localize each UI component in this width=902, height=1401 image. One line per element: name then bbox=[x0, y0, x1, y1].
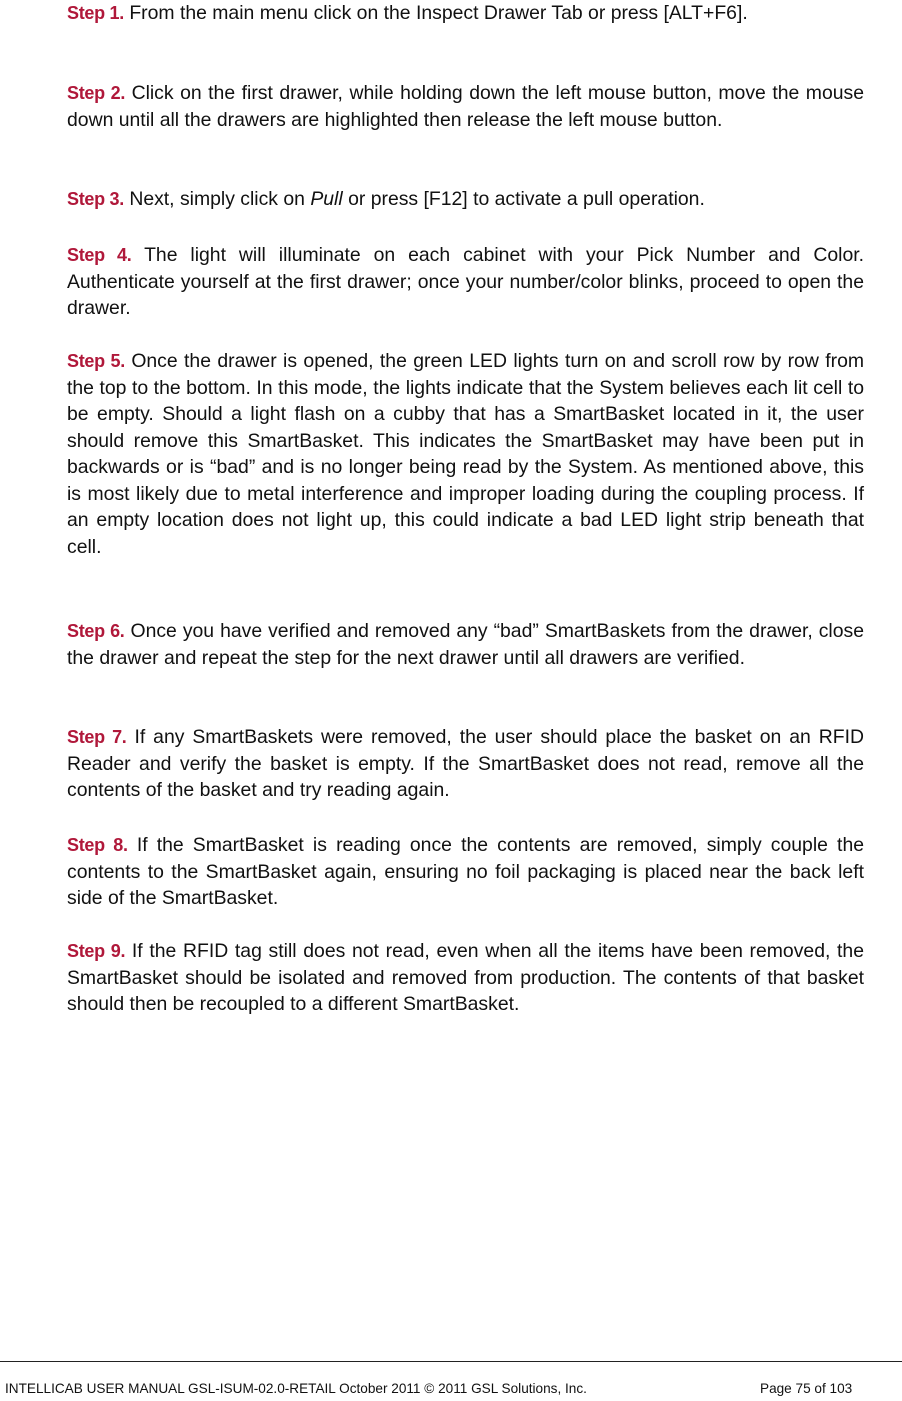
step-3 bbox=[67, 186, 864, 213]
step-3-label: Step 3. bbox=[67, 189, 124, 209]
step-7-label: Step 7. bbox=[67, 727, 127, 747]
step-9 bbox=[67, 938, 864, 1018]
step-2-label: Step 2. bbox=[67, 83, 126, 103]
step-5-text: Once the drawer is opened, the green LED lights turn on and scroll row by row from the top to the bottom. In this mode, the lights indicate that the System believes each lit cell to be empty. Should a light flash on a cubby that has a SmartBasket located in it, the user should remove this SmartBasket. This indicates the SmartBasket may have been put in backwards or is “bad” and is no longer being read by the System. As mentioned above, this is most likely due to metal interference and improper loading during the coupling process. If an empty location does not light up, this could indicate a bad LED light strip beneath that cell. bbox=[67, 350, 865, 558]
step-8 bbox=[67, 832, 864, 912]
step-1-label: Step 1. bbox=[67, 3, 124, 23]
step-8-text: If the SmartBasket is reading once the contents are removed, simply couple the contents to the SmartBasket again, ensuring no foil packaging is placed near the back left side of the SmartBasket. bbox=[67, 834, 865, 909]
step-3-text-before: Next, simply click on bbox=[129, 188, 305, 210]
footer-document-info: INTELLICAB USER MANUAL GSL-ISUM-02.0-RETAIL October 2011 © 2011 GSL Solutions, Inc. bbox=[5, 1381, 587, 1396]
step-5 bbox=[67, 348, 864, 560]
step-9-label: Step 9. bbox=[67, 941, 126, 961]
step-5-label: Step 5. bbox=[67, 351, 125, 371]
step-4-label: Step 4. bbox=[67, 245, 132, 265]
step-1-text: From the main menu click on the Inspect Drawer Tab or press [ALT+F6]. bbox=[129, 2, 748, 24]
footer-page-number: Page 75 of 103 bbox=[760, 1381, 853, 1396]
step-2-text: Click on the first drawer, while holding down the left mouse button, move the mouse down until all the drawers are highlighted then release the left mouse button. bbox=[67, 82, 864, 131]
footer-divider bbox=[0, 1361, 902, 1362]
step-1 bbox=[67, 0, 864, 27]
step-3-text-after: or press [F12] to activate a pull operation. bbox=[348, 188, 705, 210]
step-7-text: If any SmartBaskets were removed, the user should place the basket on an RFID Reader and verify the basket is empty. If the SmartBasket does not read, remove all the contents of the basket and try reading again. bbox=[67, 726, 864, 801]
step-9-text: If the RFID tag still does not read, even when all the items have been removed, the SmartBasket should be isolated and removed from production. The contents of that basket should then be recoupled to a different SmartBasket. bbox=[67, 940, 864, 1015]
step-6 bbox=[67, 618, 864, 671]
step-8-label: Step 8. bbox=[67, 835, 128, 855]
step-4 bbox=[67, 242, 864, 322]
step-6-label: Step 6. bbox=[67, 621, 125, 641]
step-7 bbox=[67, 724, 864, 804]
step-4-text: The light will illuminate on each cabinet with your Pick Number and Color. Authenticate yourself at the first drawer; once your number/color blinks, proceed to open the drawer. bbox=[67, 244, 865, 319]
step-2 bbox=[67, 80, 864, 133]
step-6-text: Once you have verified and removed any “bad” SmartBaskets from the drawer, close the drawer and repeat the step for the next drawer until all drawers are verified. bbox=[67, 620, 865, 669]
step-3-pull-emphasis: Pull bbox=[310, 188, 343, 210]
